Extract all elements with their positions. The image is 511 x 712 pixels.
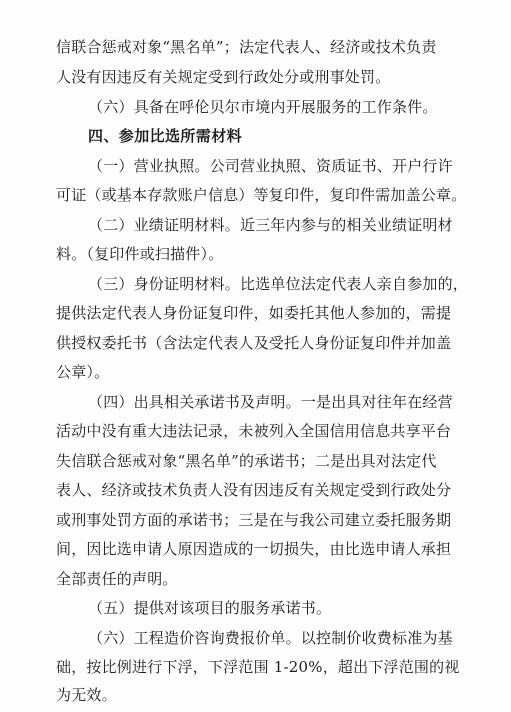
text-line: 础，按比例进行下浮，下浮范围 1-20%，超出下浮范围的视 xyxy=(56,658,460,676)
text-line: （四）出具相关承诺书及声明。一是出具对往年在经营 xyxy=(88,393,453,411)
text-line: 提供法定代表人身份证复印件，如委托其他人参加的，需提 xyxy=(56,304,452,322)
text-line: （六）具备在呼伦贝尔市境内开展服务的工作条件。 xyxy=(88,98,438,116)
text-line: 信联合惩戒对象“黑名单”；法定代表人、经济或技术负责 xyxy=(56,38,437,56)
text-line: 全部责任的声明。 xyxy=(56,570,178,588)
text-line: （三）身份证明材料。比选单位法定代表人亲自参加的， xyxy=(88,275,469,293)
text-line: （二）业绩证明材料。近三年内参与的相关业绩证明材 xyxy=(88,216,453,234)
text-line: 活动中没有重大违法记录，未被列入全国信用信息共享平台 xyxy=(56,422,452,440)
text-line: 失信联合惩戒对象“黑名单”的承诺书；二是出具对法定代 xyxy=(56,452,437,470)
text-line: 公章）。 xyxy=(56,363,110,381)
text-line: （一）营业执照。公司营业执照、资质证书、开户行许 xyxy=(88,157,453,175)
text-line: 可证（或基本存款账户信息）等复印件，复印件需加盖公章。 xyxy=(56,186,467,204)
text-line: 人没有因违反有关规定受到行政处分或刑事处罚。 xyxy=(56,68,391,86)
text-line: 或刑事处罚方面的承诺书；三是在与我公司建立委托服务期 xyxy=(56,511,452,529)
text-line: 供授权委托书（含法定代表人及受托人身份证复印件并加盖 xyxy=(56,334,452,352)
text-line: 表人、经济或技术负责人没有因违反有关规定受到行政处分 xyxy=(56,481,452,499)
text-line: 间，因比选申请人原因造成的一切损失，由比选申请人承担 xyxy=(56,540,452,558)
text-line: （五）提供对该项目的服务承诺书。 xyxy=(88,599,332,617)
text-line: 为无效。 xyxy=(56,686,117,704)
text-line: （六）工程造价咨询费报价单。以控制价收费标准为基 xyxy=(88,629,453,647)
section-heading: 四、参加比选所需材料 xyxy=(88,127,243,145)
text-line: 料。（复印件或扫描件）。 xyxy=(56,245,224,263)
